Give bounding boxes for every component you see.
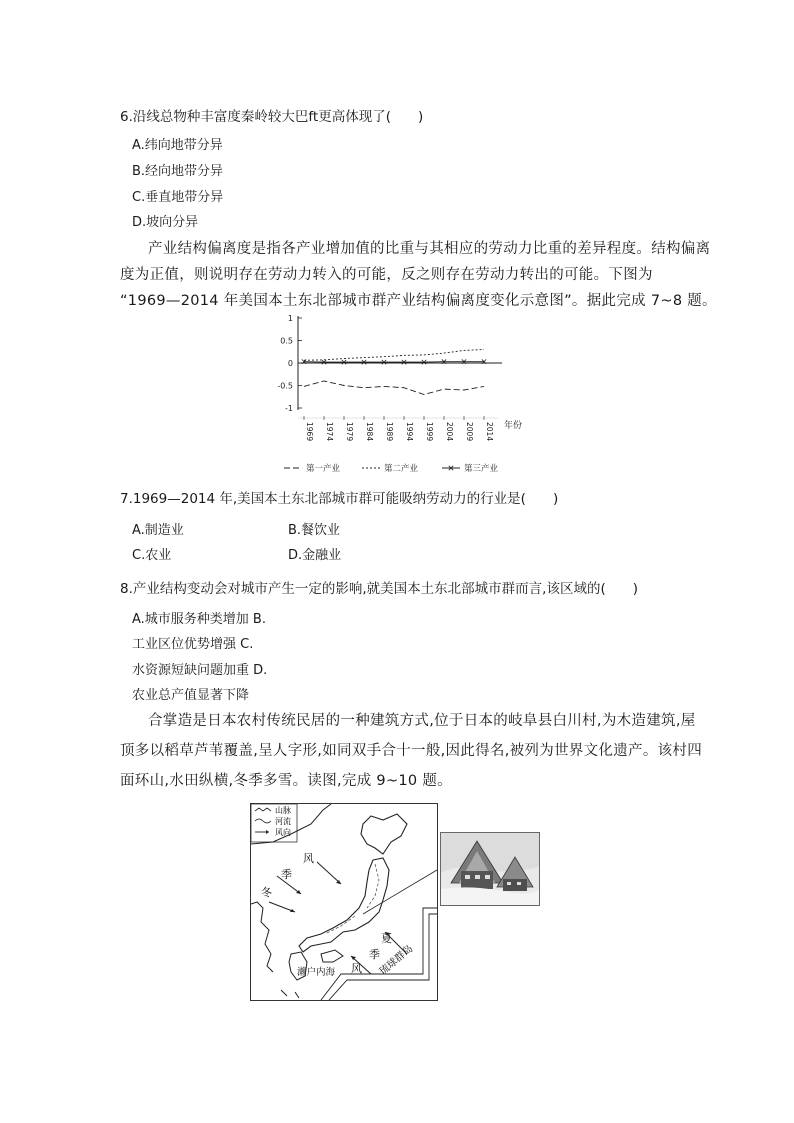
japan-map-drawing [251,804,437,1000]
large-house-wall [461,871,493,889]
chart-axes [298,316,502,418]
legend-mountain-label: 山脉 [275,806,291,815]
y-tick-label: 0 [287,359,293,368]
passage1-line-2: 度为正值，则说明存在劳动力转入的可能，反之则存在劳动力转出的可能。下图为 [120,267,653,283]
q8-stem: 8.产业结构变动会对城市产生一定的影响,就美国本土东北部城市群而言,该区域的( ) [120,581,638,597]
gassho-house-drawing [441,833,539,905]
passage2-line-3: 面环山,水田纵横,冬季多雪。读图,完成 9~10 题。 [120,773,452,789]
x-tick-label: 1979 [345,422,354,442]
q6-option-d: D.坡向分异 [132,215,199,230]
y-tick-label: 0.5 [280,336,293,346]
x-tick-label: 1994 [405,422,414,442]
legend-river-label: 河流 [275,817,291,826]
winter-wind-label-feng: 风 [303,852,314,865]
q6-option-c: C.垂直地带分异 [132,190,224,205]
chart-x-ticks [304,416,522,441]
legend-wind-label: 风向 [275,828,291,837]
series-line-dot [304,350,484,361]
x-tick-label: 2004 [445,422,454,442]
winter-wind-label-dong: 冬 [261,886,272,899]
passage2-line-1: 合掌造是日本农村传统民居的一种建筑方式,位于日本的岐阜县白川村,为木造建筑,屋 [148,713,696,729]
q7-option-a: A.制造业 [132,523,184,538]
chart-legend [284,463,499,474]
x-axis-unit-label: 年份 [504,421,523,431]
japan-monsoon-map [250,803,438,1001]
summer-wind-label-ji: 季 [369,948,380,961]
y-tick-label: 1 [287,314,293,323]
q7-option-d: D.金融业 [288,548,342,563]
ryukyu-islands-label: 琉球群岛 [377,943,416,978]
y-tick-label: -1 [285,404,293,413]
q7-option-c: C.农业 [132,548,172,563]
hokkaido-island [361,814,407,854]
q7-stem: 7.1969—2014 年,美国本土东北部城市群可能吸纳劳动力的行业是( ) [120,491,559,507]
ryukyu-islands [281,990,299,998]
small-house-wall [503,879,527,891]
passage1-line-1: 产业结构偏离度是指各产业增加值的比重与其相应的劳动力比重的差异程度。结构偏离 [148,241,711,257]
x-tick-label: 1989 [385,422,394,442]
chart-series [302,350,486,395]
series-line-dash [304,381,484,395]
q8-line-4: 农业总产值显著下降 [132,688,250,703]
legend-label: 第一产业 [306,464,341,474]
x-tick-label: 1984 [365,422,374,442]
x-tick-label: 1999 [425,422,434,442]
x-tick-label: 1969 [305,422,314,442]
summer-wind-label-xia: 夏 [381,932,392,945]
q6-option-b: B.经向地带分异 [132,164,224,179]
summer-wind-label-feng: 风 [351,962,362,975]
x-tick-label: 2014 [485,422,494,442]
q8-line-2: 工业区位优势增强 C. [132,637,254,652]
x-tick-label: 1974 [325,422,334,442]
seto-inland-sea-label: 濑户内海 [297,967,336,978]
y-tick-label: -0.5 [277,381,293,391]
legend-label: 第二产业 [384,464,419,474]
shikoku-island [321,950,343,962]
honshu-island [299,858,389,952]
winter-wind-arrows [269,862,341,912]
deviation-line-chart [270,308,530,480]
korean-peninsula-coast [251,902,273,972]
legend-label: 第三产业 [464,464,499,474]
q8-line-3: 水资源短缺问题加重 D. [132,663,268,678]
q6-stem: 6.沿线总物种丰富度秦岭较大巴ft更高体现了( ) [120,109,424,125]
q6-option-a: A.纬向地带分异 [132,138,223,153]
gassho-house-photo [440,832,540,906]
q7-option-b: B.餐饮业 [288,523,341,538]
q8-line-1: A.城市服务种类增加 B. [132,612,266,627]
passage2-line-2: 顶多以稻草芦苇覆盖,呈人字形,如同双手合十一般,因此得名,被列为世界文化遗产。该村四 [120,743,703,759]
x-tick-label: 2009 [465,422,474,442]
passage1-line-3: “1969—2014 年美国本土东北部城市群产业结构偏离度变化示意图”。据此完成 7~8 题。 [120,293,717,309]
winter-wind-label-ji: 季 [281,868,292,881]
